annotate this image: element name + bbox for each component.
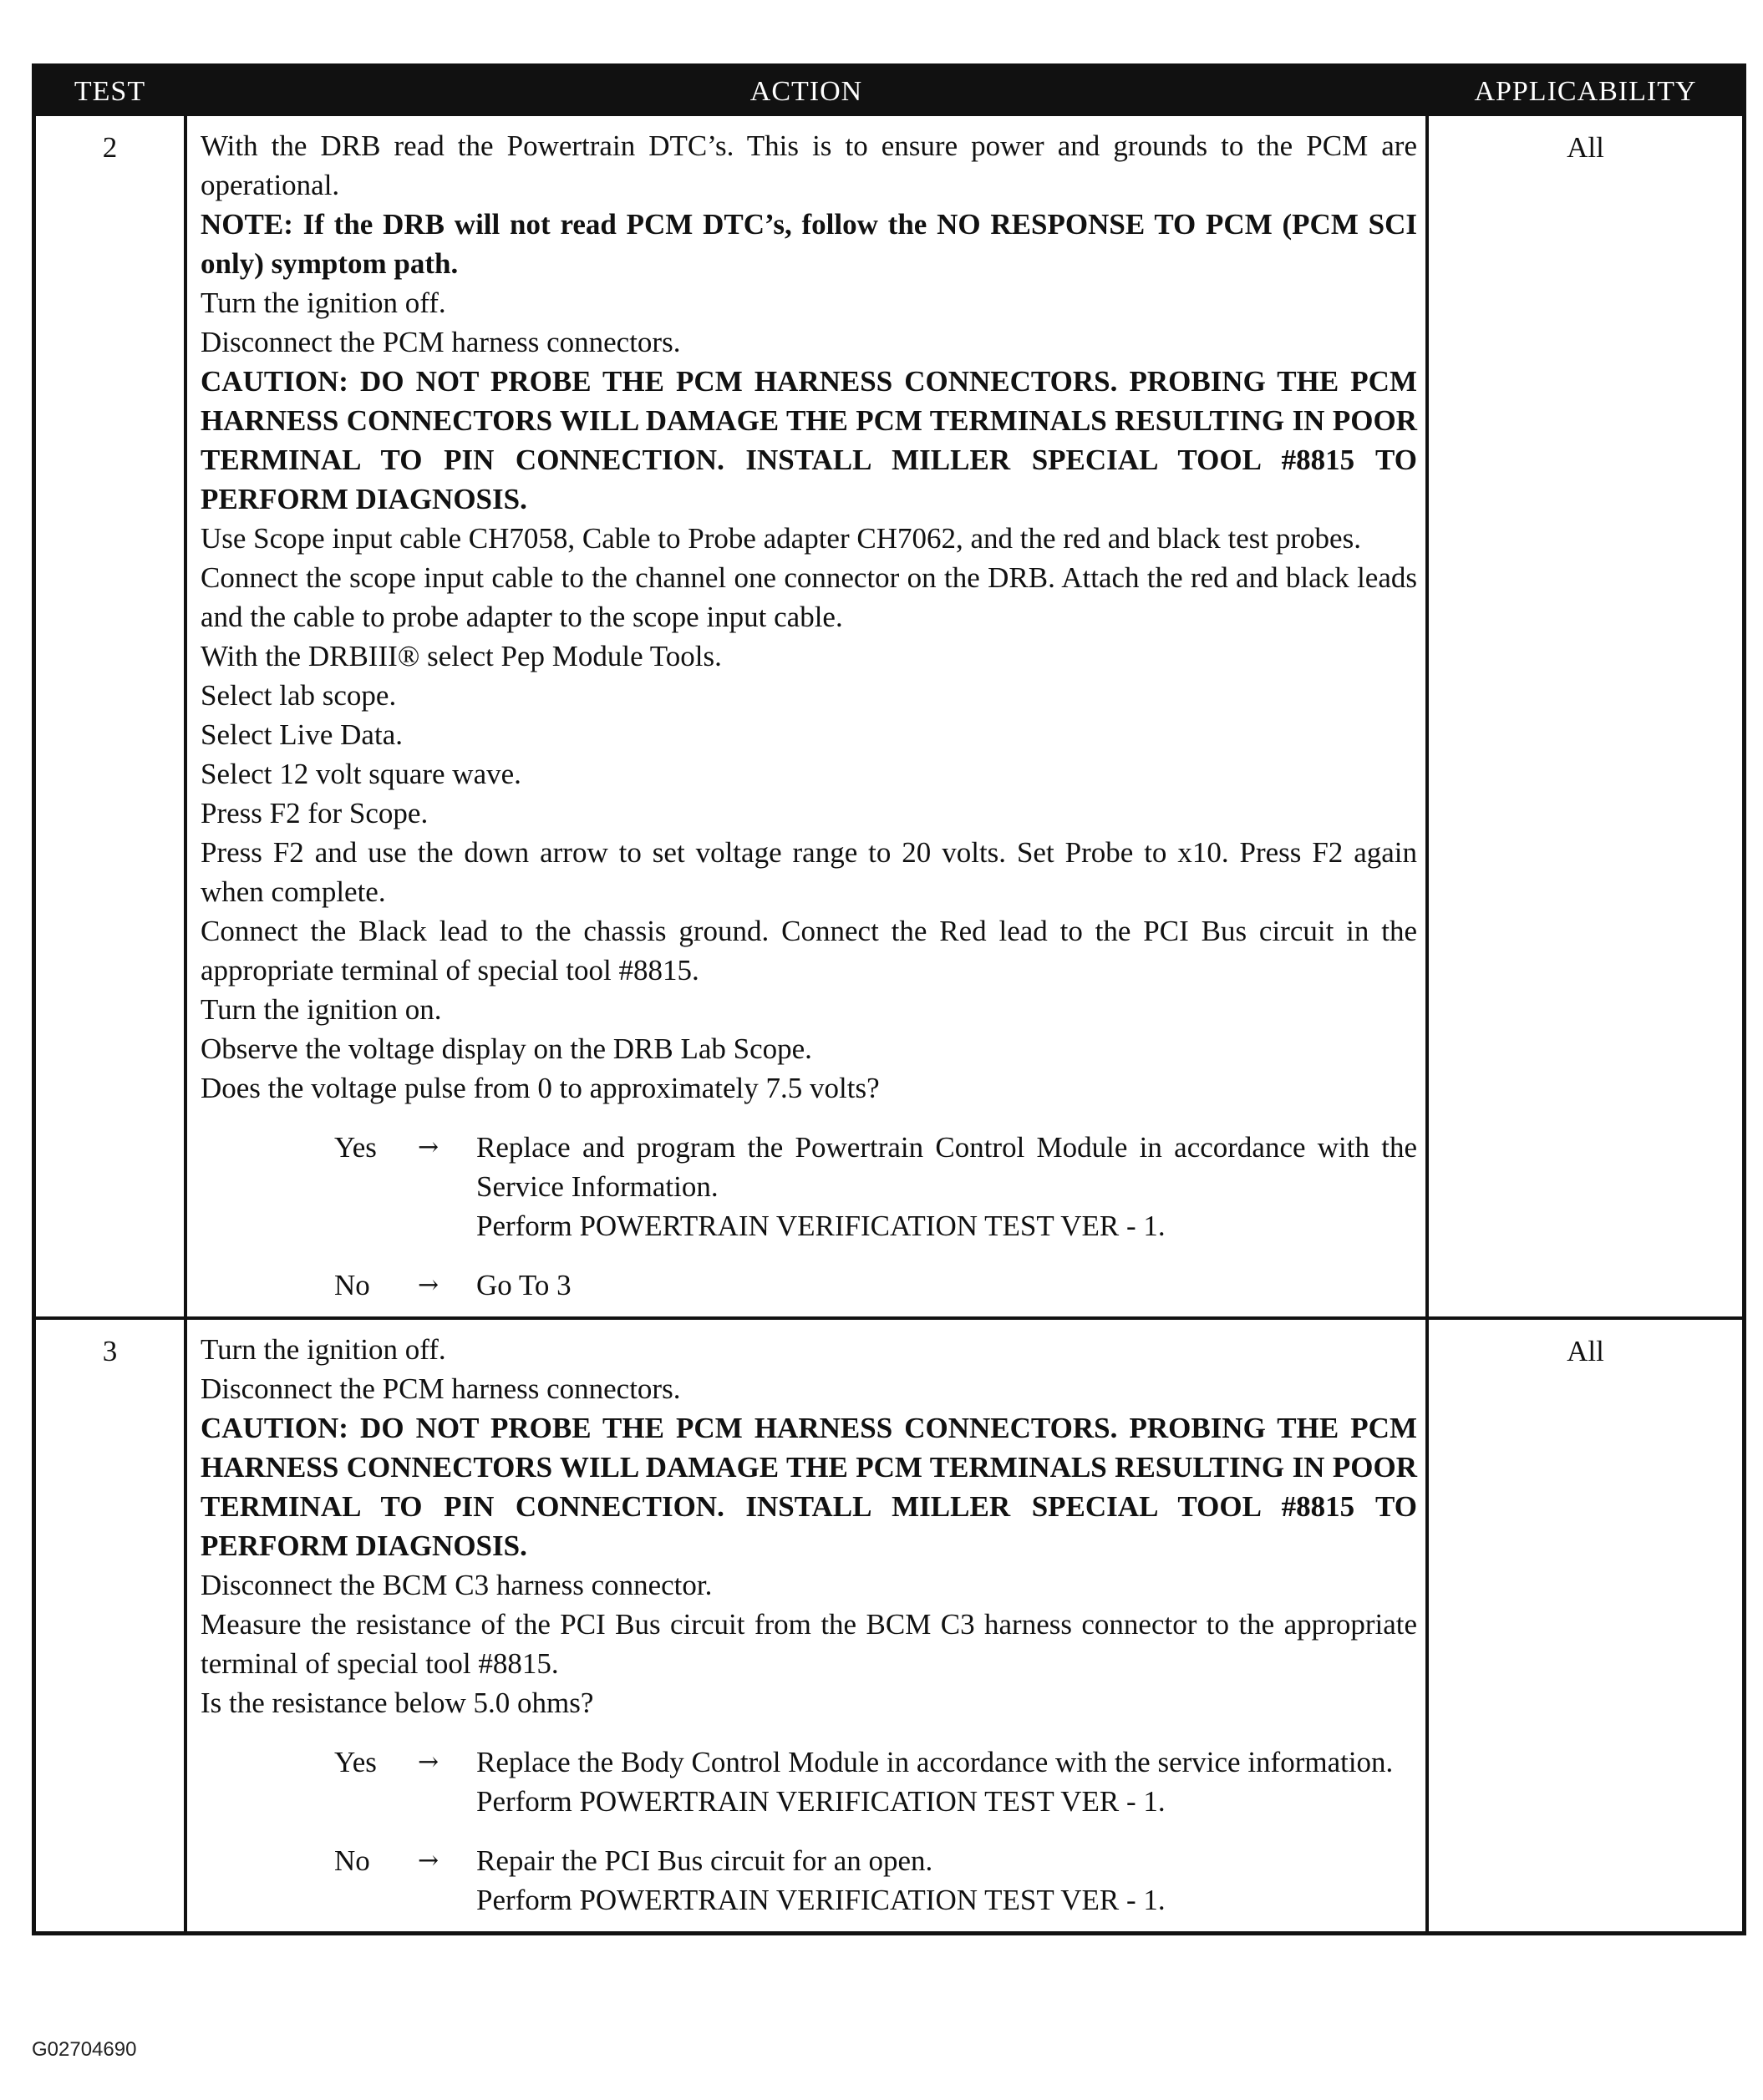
instruction-text: Measure the resistance of the PCI Bus circuit from the BCM C3 harness connector to the appropriate terminal of special tool #8815. <box>201 1608 1417 1680</box>
outcome-result <box>476 1742 1417 1821</box>
outcome-result-line: Go To 3 <box>476 1269 572 1301</box>
document-code: G02704690 <box>32 2038 137 2061</box>
warning-text: CAUTION: DO NOT PROBE THE PCM HARNESS CONNECTORS. PROBING THE PCM HARNESS CONNECTORS WILL DAMAGE THE PCM TERMINALS RESULTING IN POOR TERMINAL TO PIN CONNECTION. INSTALL MILLER SPECIAL TOOL #8815 TO PERFORM DIAGNOSIS. <box>201 365 1417 515</box>
outcome-yes <box>201 1742 1417 1821</box>
instruction-text: Turn the ignition off. <box>201 287 446 319</box>
outcome-result-line: Replace and program the Powertrain Control Module in accordance with the Service Information. <box>476 1131 1417 1203</box>
outcome-no <box>201 1841 1417 1920</box>
test-number: 3 <box>102 1335 118 1367</box>
outcome-result-line: Repair the PCI Bus circuit for an open. <box>476 1844 933 1877</box>
table-row <box>36 1316 1742 1931</box>
outcome-result-line: Perform POWERTRAIN VERIFICATION TEST VER - 1. <box>476 1785 1166 1818</box>
outcome-answer: Yes <box>334 1131 377 1164</box>
test-number: 2 <box>102 131 118 164</box>
instruction-text: Press F2 and use the down arrow to set voltage range to 20 volts. Set Probe to x10. Press F2 again when complete. <box>201 836 1417 908</box>
table-row <box>36 116 1742 1316</box>
instruction-text: Does the voltage pulse from 0 to approximately 7.5 volts? <box>201 1072 880 1104</box>
outcome-result <box>476 1841 1417 1920</box>
instruction-text: Is the resistance below 5.0 ohms? <box>201 1687 594 1719</box>
outcome-answer: No <box>334 1269 370 1301</box>
outcome-result <box>476 1266 1417 1305</box>
warning-text: CAUTION: DO NOT PROBE THE PCM HARNESS CONNECTORS. PROBING THE PCM HARNESS CONNECTORS WILL DAMAGE THE PCM TERMINALS RESULTING IN POOR TERMINAL TO PIN CONNECTION. INSTALL MILLER SPECIAL TOOL #8815 TO PERFORM DIAGNOSIS. <box>201 1412 1417 1562</box>
instruction-text: Select Live Data. <box>201 718 403 751</box>
arrow-right-icon: → <box>418 1747 439 1777</box>
outcome-result-line: Perform POWERTRAIN VERIFICATION TEST VER - 1. <box>476 1210 1166 1242</box>
header-applicability: APPLICABILITY <box>1474 76 1697 107</box>
outcome-result-line: Perform POWERTRAIN VERIFICATION TEST VER - 1. <box>476 1884 1166 1916</box>
action-cell <box>184 1320 1429 1931</box>
warning-text: NOTE: If the DRB will not read PCM DTC’s, follow the NO RESPONSE TO PCM (PCM SCI only) symptom path. <box>201 208 1417 280</box>
instruction-text: Disconnect the PCM harness connectors. <box>201 1372 681 1405</box>
diagnostic-table <box>32 63 1746 1935</box>
outcome-yes <box>201 1128 1417 1245</box>
instruction-text: Disconnect the BCM C3 harness connector. <box>201 1569 713 1601</box>
arrow-right-icon: → <box>418 1133 439 1162</box>
table-header <box>36 68 1742 116</box>
instruction-text: Disconnect the PCM harness connectors. <box>201 326 681 358</box>
instruction-text: With the DRB read the Powertrain DTC’s. This is to ensure power and grounds to the PCM are operational. <box>201 129 1417 201</box>
instruction-text: Observe the voltage display on the DRB Lab Scope. <box>201 1032 812 1065</box>
arrow-right-icon: → <box>418 1271 439 1300</box>
instruction-text: With the DRBIII® select Pep Module Tools. <box>201 640 722 672</box>
outcome-result <box>476 1128 1417 1245</box>
header-test: TEST <box>74 76 146 107</box>
table-body <box>36 116 1742 1931</box>
outcome-answer: No <box>334 1844 370 1877</box>
arrow-right-icon: → <box>418 1846 439 1875</box>
outcome-result-line: Replace the Body Control Module in accordance with the service information. <box>476 1746 1394 1778</box>
instruction-text: Press F2 for Scope. <box>201 797 429 829</box>
outcome-answer: Yes <box>334 1746 377 1778</box>
applicability-value: All <box>1567 1335 1604 1367</box>
applicability-value: All <box>1567 131 1604 164</box>
instruction-text: Connect the scope input cable to the channel one connector on the DRB. Attach the red and black leads and the cable to probe adapter to the scope input cable. <box>201 561 1417 633</box>
instruction-text: Use Scope input cable CH7058, Cable to Probe adapter CH7062, and the red and black test probes. <box>201 522 1361 555</box>
outcome-no <box>201 1266 1417 1305</box>
instruction-text: Select lab scope. <box>201 679 397 712</box>
header-action: ACTION <box>749 76 863 107</box>
action-cell <box>184 116 1429 1316</box>
instruction-text: Turn the ignition off. <box>201 1333 446 1366</box>
instruction-text: Turn the ignition on. <box>201 993 442 1026</box>
instruction-text: Select 12 volt square wave. <box>201 758 521 790</box>
instruction-text: Connect the Black lead to the chassis ground. Connect the Red lead to the PCI Bus circuit in the appropriate terminal of special tool #8815. <box>201 915 1417 987</box>
